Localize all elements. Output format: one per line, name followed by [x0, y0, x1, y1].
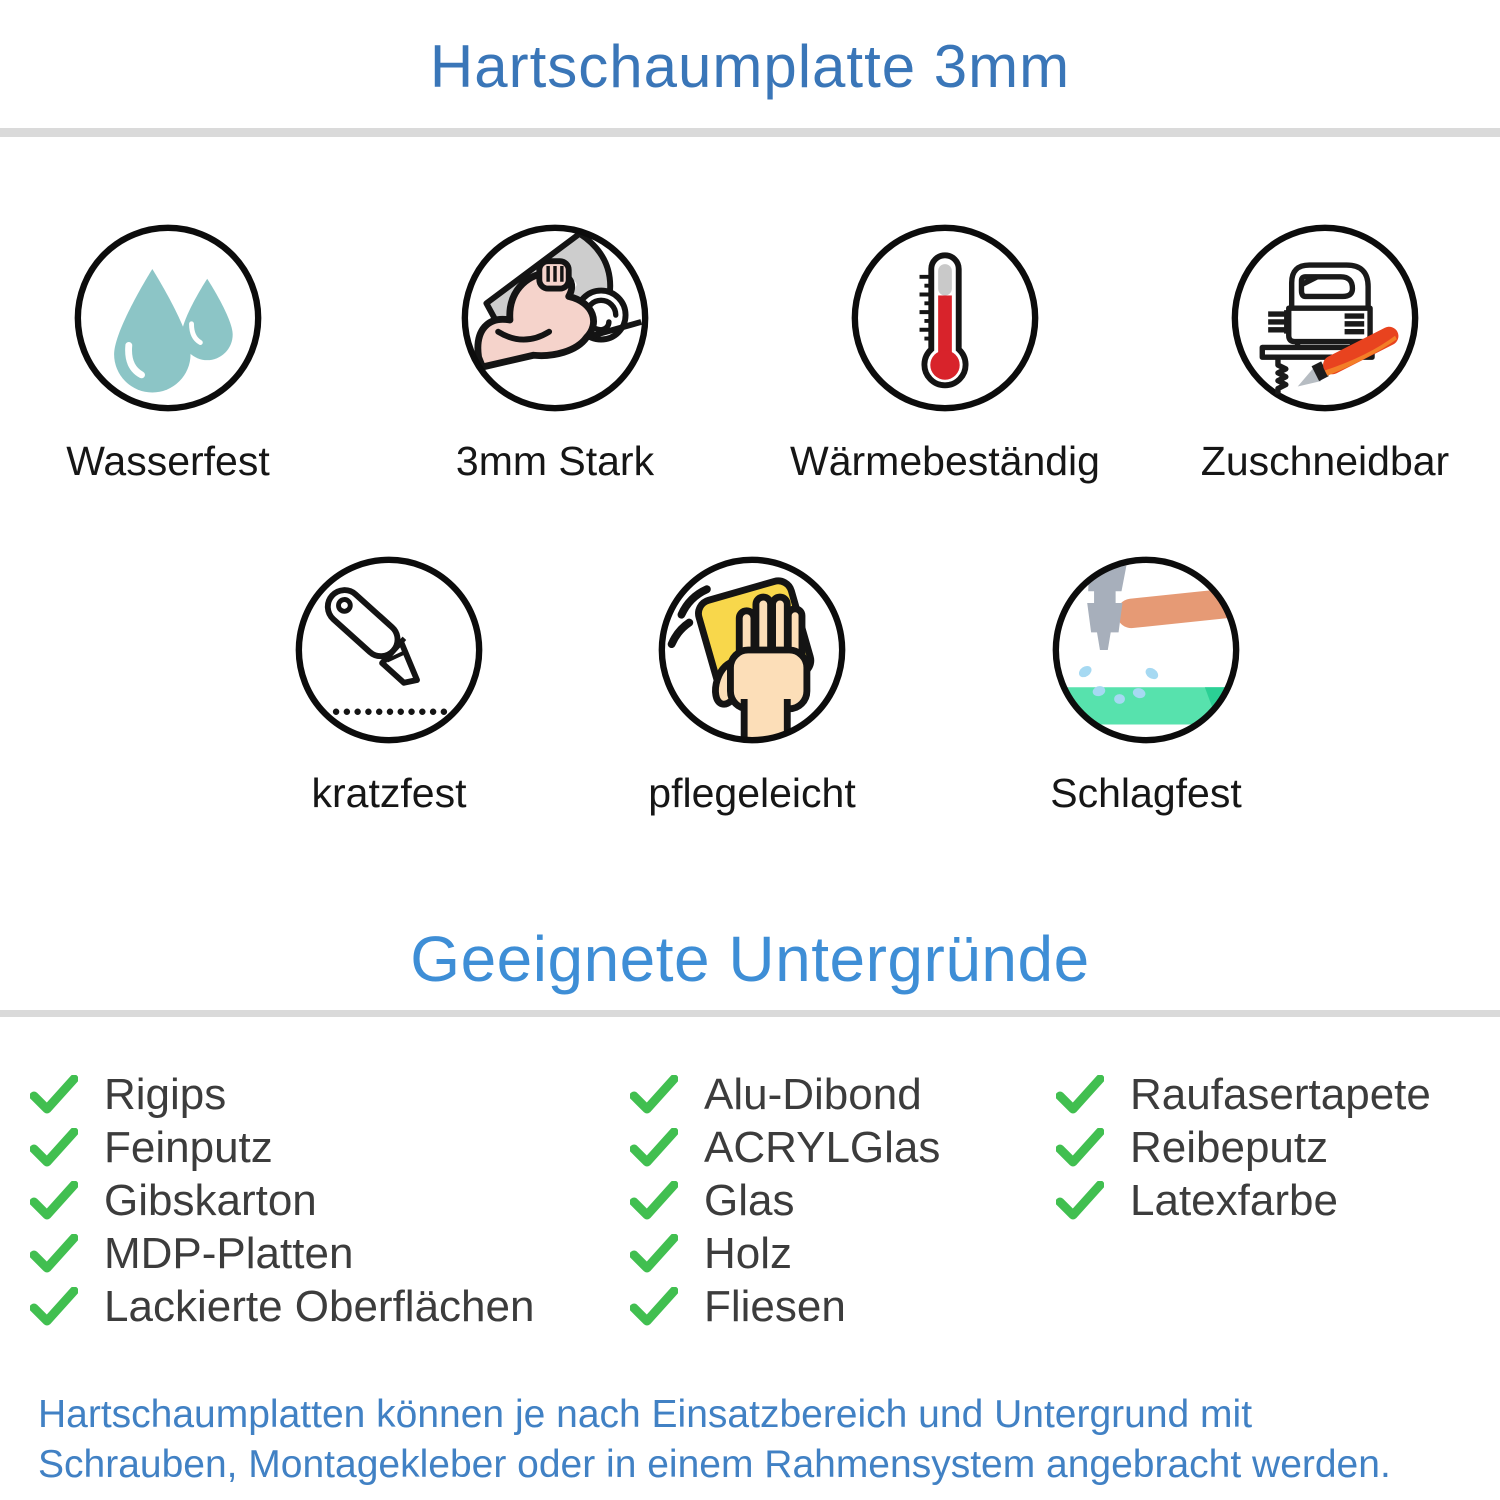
hand-cloth-icon	[654, 552, 850, 748]
utility-knife-icon	[291, 552, 487, 748]
water-drops-icon	[70, 220, 266, 416]
feature-kratzfest	[239, 552, 539, 817]
list-item	[1056, 1121, 1431, 1174]
substrate-column-2	[630, 1068, 940, 1333]
list-item-label: Rigips	[104, 1069, 227, 1119]
feature-label: kratzfest	[311, 770, 467, 816]
list-item	[630, 1227, 940, 1280]
check-icon	[630, 1234, 678, 1274]
list-item-label: Fliesen	[704, 1281, 846, 1331]
list-item	[30, 1174, 534, 1227]
substrate-column-1	[30, 1068, 534, 1333]
substrate-column-3	[1056, 1068, 1431, 1227]
feature-label: Zuschneidbar	[1200, 438, 1450, 484]
check-icon	[630, 1287, 678, 1327]
feature-wasserfest	[18, 220, 318, 485]
list-item-label: Gibskarton	[104, 1175, 317, 1225]
list-item-label: Latexfarbe	[1130, 1175, 1338, 1225]
list-item-label: Feinputz	[104, 1122, 273, 1172]
check-icon	[630, 1181, 678, 1221]
list-item-label: Raufasertapete	[1130, 1069, 1431, 1119]
footer-line: Hartschaumplatten können je nach Einsatzbereich und Untergrund mit	[38, 1393, 1253, 1436]
check-icon	[1056, 1075, 1104, 1115]
list-item	[30, 1121, 534, 1174]
check-icon	[30, 1234, 78, 1274]
check-icon	[630, 1128, 678, 1168]
check-icon	[630, 1075, 678, 1115]
check-icon	[30, 1128, 78, 1168]
check-icon	[30, 1287, 78, 1327]
feature-label: Wasserfest	[66, 438, 270, 484]
list-item-label: Reibeputz	[1130, 1122, 1329, 1172]
list-item	[1056, 1068, 1431, 1121]
feature-label: 3mm Stark	[455, 438, 655, 484]
feature-label: Wärmebeständig	[790, 438, 1100, 484]
feature-label: Schlagfest	[1050, 770, 1242, 816]
footer-line: Schrauben, Montagekleber oder in einem Rahmensystem angebracht werden.	[38, 1443, 1391, 1486]
list-item-label: Glas	[704, 1175, 795, 1225]
feature-waermebestaendig	[790, 220, 1100, 485]
list-item	[30, 1068, 534, 1121]
divider-top	[0, 128, 1500, 137]
check-icon	[1056, 1128, 1104, 1168]
feature-label: pflegeleicht	[648, 770, 856, 816]
page-title: Hartschaumplatte 3mm	[429, 33, 1071, 100]
hammer-icon	[1048, 552, 1244, 748]
list-item	[1056, 1174, 1431, 1227]
list-item	[630, 1280, 940, 1333]
list-item-label: Holz	[704, 1228, 793, 1278]
list-item-label: MDP-Platten	[104, 1228, 354, 1278]
list-item-label: Alu-Dibond	[704, 1069, 922, 1119]
feature-pflegeleicht	[602, 552, 902, 817]
list-item-label: ACRYLGlas	[704, 1122, 941, 1172]
section-title-untergruende: Geeignete Untergründe	[410, 923, 1090, 995]
list-item	[630, 1174, 940, 1227]
feature-zuschneidbar	[1175, 220, 1475, 485]
check-icon	[1056, 1181, 1104, 1221]
list-item	[630, 1068, 940, 1121]
flexed-arm-icon	[457, 220, 653, 416]
list-item-label: Lackierte Oberflächen	[104, 1281, 535, 1331]
thermometer-icon	[847, 220, 1043, 416]
list-item	[630, 1121, 940, 1174]
list-item	[30, 1280, 534, 1333]
footer-note	[38, 1390, 1391, 1490]
feature-3mm-stark	[405, 220, 705, 485]
check-icon	[30, 1181, 78, 1221]
feature-schlagfest	[996, 552, 1296, 817]
jigsaw-knife-icon	[1227, 220, 1423, 416]
divider-middle	[0, 1010, 1500, 1017]
list-item	[30, 1227, 534, 1280]
check-icon	[30, 1075, 78, 1115]
